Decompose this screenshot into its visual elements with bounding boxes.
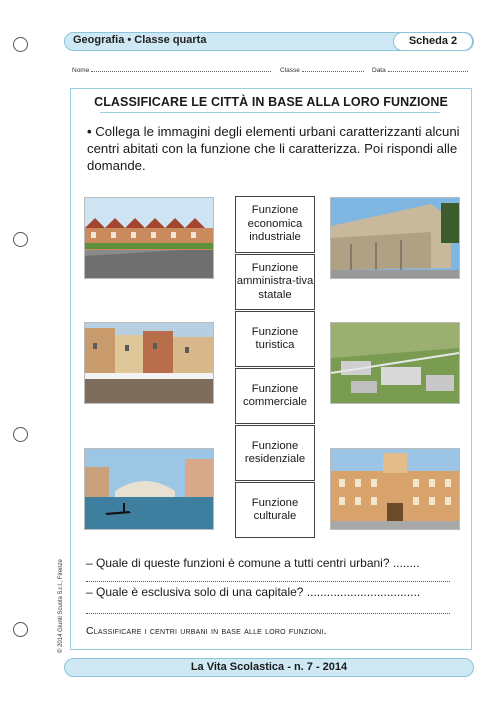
function-box-cultural: Funzione culturale — [235, 482, 315, 538]
photo-industrial-aerial — [330, 322, 460, 404]
subject-label: Geografia • Classe quarta — [73, 34, 207, 46]
answer-line-1[interactable] — [86, 580, 450, 582]
bullet-icon: • — [87, 124, 96, 139]
name-field: Nome — [72, 66, 271, 74]
function-box-administrative: Funzione amministra-tiva statale — [235, 254, 315, 310]
answer-line-2[interactable] — [86, 612, 450, 614]
photo-palazzo-montecitorio — [330, 448, 460, 530]
photo-museum-building — [330, 197, 460, 279]
sheet-badge: Scheda 2 — [393, 32, 473, 51]
function-box-industrial: Funzione economica industriale — [235, 196, 315, 253]
question-1: – Quale di queste funzioni è comune a tutti centri urbani? ........ — [86, 556, 420, 570]
binder-hole-1 — [13, 37, 28, 52]
binder-hole-3 — [13, 427, 28, 442]
function-box-commercial: Funzione commerciale — [235, 368, 315, 424]
header-bar — [64, 32, 474, 51]
photo-venice-canal — [84, 448, 214, 530]
question-2: – Quale è esclusiva solo di una capitale? .................................. — [86, 585, 421, 599]
date-field: Data — [372, 66, 468, 74]
function-box-tourist: Funzione turistica — [235, 311, 315, 367]
photo-residential-houses — [84, 197, 214, 279]
title-underline — [100, 112, 440, 113]
photo-market-square — [84, 322, 214, 404]
function-box-residential: Funzione residenziale — [235, 425, 315, 481]
closing-note: Classificare i centri urbani in base alle loro funzioni. — [86, 625, 327, 637]
footer-bar: La Vita Scolastica - n. 7 - 2014 — [64, 658, 474, 677]
binder-hole-2 — [13, 232, 28, 247]
copyright-note: © 2014 Giunti Scuola S.r.l., Firenze — [58, 559, 64, 653]
page-title: CLASSIFICARE LE CITTÀ IN BASE ALLA LORO FUNZIONE — [94, 95, 448, 109]
binder-hole-4 — [13, 622, 28, 637]
instruction-text: • Collega le immagini degli elementi urbani caratterizzanti alcuni centri abitati con la funzione che li caratterizza. Poi rispondi alle domande. — [87, 124, 460, 173]
class-field: Classe — [280, 66, 364, 74]
